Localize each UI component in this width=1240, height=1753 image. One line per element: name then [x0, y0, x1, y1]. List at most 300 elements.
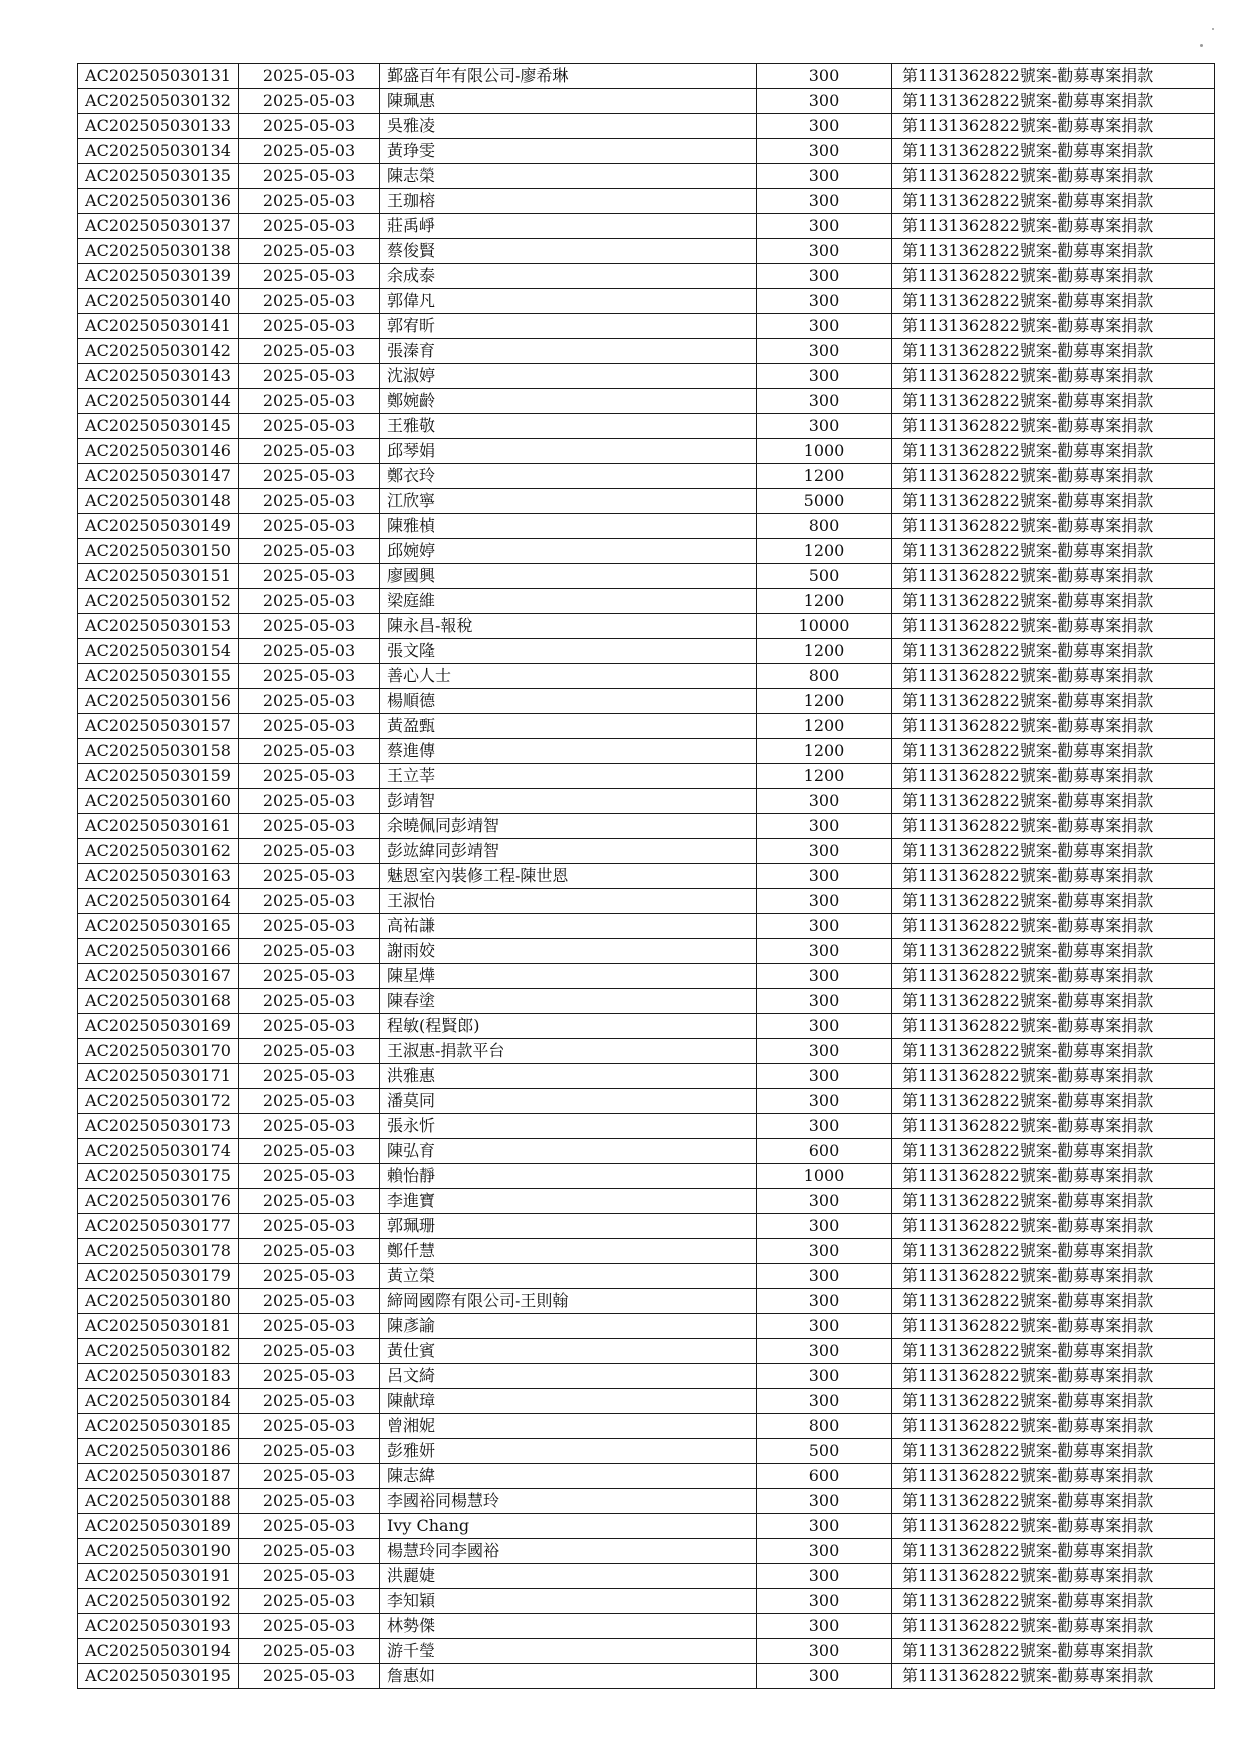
table-row: [78, 1339, 1215, 1364]
purpose-cell: 第1131362822號案-勸募專案捐款: [892, 1614, 1215, 1639]
table-row: [78, 1064, 1215, 1089]
amount-cell: 1000: [757, 1164, 892, 1189]
receipt-id-cell: AC202505030146: [78, 439, 239, 464]
amount-cell: 300: [757, 1014, 892, 1039]
amount-cell: 300: [757, 1264, 892, 1289]
donor-name-cell: 楊慧玲同李國裕: [380, 1539, 757, 1564]
date-cell: 2025-05-03: [239, 1539, 380, 1564]
date-cell: 2025-05-03: [239, 364, 380, 389]
date-cell: 2025-05-03: [239, 1364, 380, 1389]
purpose-cell: 第1131362822號案-勸募專案捐款: [892, 1589, 1215, 1614]
donor-name-cell: 郭宥昕: [380, 314, 757, 339]
date-cell: 2025-05-03: [239, 714, 380, 739]
donor-name-cell: 郭珮珊: [380, 1214, 757, 1239]
date-cell: 2025-05-03: [239, 89, 380, 114]
table-row: [78, 1589, 1215, 1614]
receipt-id-cell: AC202505030158: [78, 739, 239, 764]
table-row: [78, 1664, 1215, 1689]
donor-name-cell: 李國裕同楊慧玲: [380, 1489, 757, 1514]
table-row: [78, 114, 1215, 139]
date-cell: 2025-05-03: [239, 1564, 380, 1589]
receipt-id-cell: AC202505030138: [78, 239, 239, 264]
date-cell: 2025-05-03: [239, 1164, 380, 1189]
receipt-id-cell: AC202505030169: [78, 1014, 239, 1039]
receipt-id-cell: AC202505030145: [78, 414, 239, 439]
date-cell: 2025-05-03: [239, 1064, 380, 1089]
receipt-id-cell: AC202505030164: [78, 889, 239, 914]
purpose-cell: 第1131362822號案-勸募專案捐款: [892, 839, 1215, 864]
donor-name-cell: 張文隆: [380, 639, 757, 664]
amount-cell: 300: [757, 1289, 892, 1314]
table-row: [78, 289, 1215, 314]
donor-name-cell: 余曉佩同彭靖智: [380, 814, 757, 839]
purpose-cell: 第1131362822號案-勸募專案捐款: [892, 439, 1215, 464]
donor-name-cell: 莊禹崢: [380, 214, 757, 239]
amount-cell: 1200: [757, 739, 892, 764]
amount-cell: 300: [757, 989, 892, 1014]
receipt-id-cell: AC202505030175: [78, 1164, 239, 1189]
table-row: [78, 589, 1215, 614]
purpose-cell: 第1131362822號案-勸募專案捐款: [892, 1539, 1215, 1564]
receipt-id-cell: AC202505030193: [78, 1614, 239, 1639]
table-row: [78, 714, 1215, 739]
date-cell: 2025-05-03: [239, 1614, 380, 1639]
amount-cell: 300: [757, 114, 892, 139]
purpose-cell: 第1131362822號案-勸募專案捐款: [892, 489, 1215, 514]
purpose-cell: 第1131362822號案-勸募專案捐款: [892, 1664, 1215, 1689]
amount-cell: 800: [757, 1414, 892, 1439]
date-cell: 2025-05-03: [239, 689, 380, 714]
purpose-cell: 第1131362822號案-勸募專案捐款: [892, 1189, 1215, 1214]
table-row: [78, 464, 1215, 489]
amount-cell: 300: [757, 789, 892, 814]
amount-cell: 1200: [757, 764, 892, 789]
amount-cell: 300: [757, 1564, 892, 1589]
donor-name-cell: 邱琴娟: [380, 439, 757, 464]
donor-name-cell: 謝雨姣: [380, 939, 757, 964]
donor-name-cell: 王珈榕: [380, 189, 757, 214]
table-row: [78, 139, 1215, 164]
purpose-cell: 第1131362822號案-勸募專案捐款: [892, 814, 1215, 839]
date-cell: 2025-05-03: [239, 839, 380, 864]
purpose-cell: 第1131362822號案-勸募專案捐款: [892, 914, 1215, 939]
amount-cell: 300: [757, 1514, 892, 1539]
purpose-cell: 第1131362822號案-勸募專案捐款: [892, 289, 1215, 314]
date-cell: 2025-05-03: [239, 514, 380, 539]
amount-cell: 300: [757, 1314, 892, 1339]
receipt-id-cell: AC202505030172: [78, 1089, 239, 1114]
receipt-id-cell: AC202505030152: [78, 589, 239, 614]
purpose-cell: 第1131362822號案-勸募專案捐款: [892, 689, 1215, 714]
amount-cell: 800: [757, 664, 892, 689]
receipt-id-cell: AC202505030147: [78, 464, 239, 489]
purpose-cell: 第1131362822號案-勸募專案捐款: [892, 164, 1215, 189]
amount-cell: 300: [757, 1039, 892, 1064]
receipt-id-cell: AC202505030179: [78, 1264, 239, 1289]
donor-name-cell: 鄭仟慧: [380, 1239, 757, 1264]
date-cell: 2025-05-03: [239, 1289, 380, 1314]
purpose-cell: 第1131362822號案-勸募專案捐款: [892, 514, 1215, 539]
amount-cell: 1200: [757, 539, 892, 564]
receipt-id-cell: AC202505030143: [78, 364, 239, 389]
table-row: [78, 1139, 1215, 1164]
table-row: [78, 864, 1215, 889]
receipt-id-cell: AC202505030167: [78, 964, 239, 989]
date-cell: 2025-05-03: [239, 1014, 380, 1039]
donor-name-cell: 李進寶: [380, 1189, 757, 1214]
receipt-id-cell: AC202505030180: [78, 1289, 239, 1314]
purpose-cell: 第1131362822號案-勸募專案捐款: [892, 939, 1215, 964]
purpose-cell: 第1131362822號案-勸募專案捐款: [892, 1364, 1215, 1389]
table-row: [78, 1439, 1215, 1464]
amount-cell: 300: [757, 964, 892, 989]
receipt-id-cell: AC202505030135: [78, 164, 239, 189]
purpose-cell: 第1131362822號案-勸募專案捐款: [892, 139, 1215, 164]
date-cell: 2025-05-03: [239, 1189, 380, 1214]
table-row: [78, 1039, 1215, 1064]
purpose-cell: 第1131362822號案-勸募專案捐款: [892, 614, 1215, 639]
table-row: [78, 564, 1215, 589]
donor-name-cell: Ivy Chang: [380, 1514, 757, 1539]
donor-name-cell: 鄞盛百年有限公司-廖希琳: [380, 64, 757, 89]
date-cell: 2025-05-03: [239, 914, 380, 939]
purpose-cell: 第1131362822號案-勸募專案捐款: [892, 1014, 1215, 1039]
receipt-id-cell: AC202505030137: [78, 214, 239, 239]
table-row: [78, 189, 1215, 214]
donor-name-cell: 王雅敬: [380, 414, 757, 439]
donor-name-cell: 詹惠如: [380, 1664, 757, 1689]
receipt-id-cell: AC202505030186: [78, 1439, 239, 1464]
purpose-cell: 第1131362822號案-勸募專案捐款: [892, 1114, 1215, 1139]
date-cell: 2025-05-03: [239, 814, 380, 839]
donor-name-cell: 陳雅楨: [380, 514, 757, 539]
purpose-cell: 第1131362822號案-勸募專案捐款: [892, 339, 1215, 364]
amount-cell: 300: [757, 1214, 892, 1239]
amount-cell: 600: [757, 1464, 892, 1489]
table-row: [78, 314, 1215, 339]
date-cell: 2025-05-03: [239, 464, 380, 489]
amount-cell: 300: [757, 239, 892, 264]
date-cell: 2025-05-03: [239, 564, 380, 589]
table-row: [78, 64, 1215, 89]
donor-name-cell: 陳志榮: [380, 164, 757, 189]
donor-name-cell: 黃琤雯: [380, 139, 757, 164]
amount-cell: 300: [757, 1239, 892, 1264]
receipt-id-cell: AC202505030159: [78, 764, 239, 789]
donor-name-cell: 李知穎: [380, 1589, 757, 1614]
donation-table: [77, 63, 1215, 1689]
donor-name-cell: 沈淑婷: [380, 364, 757, 389]
donor-name-cell: 魅恩室內裝修工程-陳世恩: [380, 864, 757, 889]
date-cell: 2025-05-03: [239, 114, 380, 139]
purpose-cell: 第1131362822號案-勸募專案捐款: [892, 564, 1215, 589]
amount-cell: 1200: [757, 464, 892, 489]
donor-name-cell: 吳雅凌: [380, 114, 757, 139]
amount-cell: 500: [757, 564, 892, 589]
donor-name-cell: 王淑惠-捐款平台: [380, 1039, 757, 1064]
date-cell: 2025-05-03: [239, 214, 380, 239]
purpose-cell: 第1131362822號案-勸募專案捐款: [892, 1464, 1215, 1489]
receipt-id-cell: AC202505030131: [78, 64, 239, 89]
receipt-id-cell: AC202505030149: [78, 514, 239, 539]
date-cell: 2025-05-03: [239, 339, 380, 364]
purpose-cell: 第1131362822號案-勸募專案捐款: [892, 64, 1215, 89]
donor-name-cell: 江欣寧: [380, 489, 757, 514]
donor-name-cell: 陳志緯: [380, 1464, 757, 1489]
date-cell: 2025-05-03: [239, 1089, 380, 1114]
date-cell: 2025-05-03: [239, 1214, 380, 1239]
purpose-cell: 第1131362822號案-勸募專案捐款: [892, 964, 1215, 989]
receipt-id-cell: AC202505030162: [78, 839, 239, 864]
purpose-cell: 第1131362822號案-勸募專案捐款: [892, 189, 1215, 214]
receipt-id-cell: AC202505030165: [78, 914, 239, 939]
date-cell: 2025-05-03: [239, 189, 380, 214]
date-cell: 2025-05-03: [239, 589, 380, 614]
receipt-id-cell: AC202505030185: [78, 1414, 239, 1439]
date-cell: 2025-05-03: [239, 964, 380, 989]
amount-cell: 300: [757, 1539, 892, 1564]
purpose-cell: 第1131362822號案-勸募專案捐款: [892, 214, 1215, 239]
purpose-cell: 第1131362822號案-勸募專案捐款: [892, 1064, 1215, 1089]
date-cell: 2025-05-03: [239, 889, 380, 914]
amount-cell: 300: [757, 414, 892, 439]
donor-name-cell: 林勢傑: [380, 1614, 757, 1639]
amount-cell: 300: [757, 64, 892, 89]
date-cell: 2025-05-03: [239, 1589, 380, 1614]
receipt-id-cell: AC202505030155: [78, 664, 239, 689]
purpose-cell: 第1131362822號案-勸募專案捐款: [892, 414, 1215, 439]
purpose-cell: 第1131362822號案-勸募專案捐款: [892, 1164, 1215, 1189]
table-row: [78, 889, 1215, 914]
amount-cell: 10000: [757, 614, 892, 639]
receipt-id-cell: AC202505030132: [78, 89, 239, 114]
date-cell: 2025-05-03: [239, 864, 380, 889]
date-cell: 2025-05-03: [239, 1389, 380, 1414]
date-cell: 2025-05-03: [239, 414, 380, 439]
date-cell: 2025-05-03: [239, 664, 380, 689]
receipt-id-cell: AC202505030142: [78, 339, 239, 364]
amount-cell: 300: [757, 914, 892, 939]
receipt-id-cell: AC202505030161: [78, 814, 239, 839]
purpose-cell: 第1131362822號案-勸募專案捐款: [892, 314, 1215, 339]
donor-name-cell: 呂文綺: [380, 1364, 757, 1389]
amount-cell: 300: [757, 1114, 892, 1139]
table-row: [78, 1639, 1215, 1664]
table-row: [78, 1089, 1215, 1114]
donor-name-cell: 彭竑緯同彭靖智: [380, 839, 757, 864]
table-row: [78, 1464, 1215, 1489]
purpose-cell: 第1131362822號案-勸募專案捐款: [892, 1039, 1215, 1064]
table-row: [78, 1264, 1215, 1289]
date-cell: 2025-05-03: [239, 739, 380, 764]
date-cell: 2025-05-03: [239, 1114, 380, 1139]
purpose-cell: 第1131362822號案-勸募專案捐款: [892, 889, 1215, 914]
table-row: [78, 914, 1215, 939]
donor-name-cell: 王淑怡: [380, 889, 757, 914]
table-row: [78, 1564, 1215, 1589]
amount-cell: 300: [757, 1589, 892, 1614]
donor-name-cell: 陳弘育: [380, 1139, 757, 1164]
receipt-id-cell: AC202505030187: [78, 1464, 239, 1489]
amount-cell: 300: [757, 264, 892, 289]
amount-cell: 300: [757, 389, 892, 414]
receipt-id-cell: AC202505030139: [78, 264, 239, 289]
table-row: [78, 264, 1215, 289]
amount-cell: 1000: [757, 439, 892, 464]
table-row: [78, 1314, 1215, 1339]
purpose-cell: 第1131362822號案-勸募專案捐款: [892, 539, 1215, 564]
date-cell: 2025-05-03: [239, 1314, 380, 1339]
table-row: [78, 839, 1215, 864]
amount-cell: 300: [757, 1064, 892, 1089]
date-cell: 2025-05-03: [239, 289, 380, 314]
amount-cell: 300: [757, 1089, 892, 1114]
table-row: [78, 764, 1215, 789]
donor-name-cell: 洪雅惠: [380, 1064, 757, 1089]
donor-name-cell: 游千瑩: [380, 1639, 757, 1664]
receipt-id-cell: AC202505030190: [78, 1539, 239, 1564]
table-row: [78, 439, 1215, 464]
table-row: [78, 489, 1215, 514]
donor-name-cell: 高祐謙: [380, 914, 757, 939]
donor-name-cell: 鄭婉齡: [380, 389, 757, 414]
date-cell: 2025-05-03: [239, 1664, 380, 1689]
amount-cell: 300: [757, 1639, 892, 1664]
amount-cell: 5000: [757, 489, 892, 514]
table-row: [78, 89, 1215, 114]
date-cell: 2025-05-03: [239, 1414, 380, 1439]
amount-cell: 1200: [757, 714, 892, 739]
amount-cell: 800: [757, 514, 892, 539]
purpose-cell: 第1131362822號案-勸募專案捐款: [892, 589, 1215, 614]
date-cell: 2025-05-03: [239, 64, 380, 89]
table-row: [78, 1514, 1215, 1539]
table-row: [78, 1214, 1215, 1239]
receipt-id-cell: AC202505030183: [78, 1364, 239, 1389]
donor-name-cell: 廖國興: [380, 564, 757, 589]
purpose-cell: 第1131362822號案-勸募專案捐款: [892, 364, 1215, 389]
purpose-cell: 第1131362822號案-勸募專案捐款: [892, 1264, 1215, 1289]
donor-name-cell: 郭偉凡: [380, 289, 757, 314]
receipt-id-cell: AC202505030191: [78, 1564, 239, 1589]
amount-cell: 300: [757, 889, 892, 914]
amount-cell: 300: [757, 1614, 892, 1639]
purpose-cell: 第1131362822號案-勸募專案捐款: [892, 864, 1215, 889]
amount-cell: 300: [757, 939, 892, 964]
donation-table-container: [77, 63, 1192, 1689]
donor-name-cell: 陳献璋: [380, 1389, 757, 1414]
purpose-cell: 第1131362822號案-勸募專案捐款: [892, 1639, 1215, 1664]
purpose-cell: 第1131362822號案-勸募專案捐款: [892, 739, 1215, 764]
table-row: [78, 164, 1215, 189]
purpose-cell: 第1131362822號案-勸募專案捐款: [892, 1314, 1215, 1339]
table-row: [78, 1389, 1215, 1414]
amount-cell: 1200: [757, 589, 892, 614]
table-row: [78, 539, 1215, 564]
donor-name-cell: 黃盈甄: [380, 714, 757, 739]
donor-name-cell: 黃仕賓: [380, 1339, 757, 1364]
amount-cell: 300: [757, 189, 892, 214]
scan-speck: [1200, 44, 1203, 47]
donor-name-cell: 彭靖智: [380, 789, 757, 814]
table-row: [78, 1014, 1215, 1039]
purpose-cell: 第1131362822號案-勸募專案捐款: [892, 1214, 1215, 1239]
amount-cell: 300: [757, 1339, 892, 1364]
donor-name-cell: 梁庭維: [380, 589, 757, 614]
table-row: [78, 364, 1215, 389]
amount-cell: 300: [757, 364, 892, 389]
date-cell: 2025-05-03: [239, 314, 380, 339]
receipt-id-cell: AC202505030160: [78, 789, 239, 814]
purpose-cell: 第1131362822號案-勸募專案捐款: [892, 1139, 1215, 1164]
purpose-cell: 第1131362822號案-勸募專案捐款: [892, 114, 1215, 139]
date-cell: 2025-05-03: [239, 389, 380, 414]
purpose-cell: 第1131362822號案-勸募專案捐款: [892, 1339, 1215, 1364]
purpose-cell: 第1131362822號案-勸募專案捐款: [892, 1089, 1215, 1114]
table-row: [78, 1114, 1215, 1139]
amount-cell: 300: [757, 839, 892, 864]
receipt-id-cell: AC202505030154: [78, 639, 239, 664]
receipt-id-cell: AC202505030178: [78, 1239, 239, 1264]
amount-cell: 300: [757, 1664, 892, 1689]
table-row: [78, 1614, 1215, 1639]
purpose-cell: 第1131362822號案-勸募專案捐款: [892, 989, 1215, 1014]
table-row: [78, 1539, 1215, 1564]
purpose-cell: 第1131362822號案-勸募專案捐款: [892, 1389, 1215, 1414]
table-row: [78, 1489, 1215, 1514]
purpose-cell: 第1131362822號案-勸募專案捐款: [892, 1414, 1215, 1439]
purpose-cell: 第1131362822號案-勸募專案捐款: [892, 1564, 1215, 1589]
donor-name-cell: 陳春塗: [380, 989, 757, 1014]
purpose-cell: 第1131362822號案-勸募專案捐款: [892, 789, 1215, 814]
donor-name-cell: 蔡進傳: [380, 739, 757, 764]
donor-name-cell: 陳彥諭: [380, 1314, 757, 1339]
donor-name-cell: 曾湘妮: [380, 1414, 757, 1439]
amount-cell: 300: [757, 1364, 892, 1389]
receipt-id-cell: AC202505030153: [78, 614, 239, 639]
date-cell: 2025-05-03: [239, 239, 380, 264]
donor-name-cell: 陳珮惠: [380, 89, 757, 114]
table-row: [78, 939, 1215, 964]
purpose-cell: 第1131362822號案-勸募專案捐款: [892, 764, 1215, 789]
donor-name-cell: 張溱育: [380, 339, 757, 364]
table-row: [78, 214, 1215, 239]
table-row: [78, 814, 1215, 839]
receipt-id-cell: AC202505030157: [78, 714, 239, 739]
receipt-id-cell: AC202505030171: [78, 1064, 239, 1089]
date-cell: 2025-05-03: [239, 1639, 380, 1664]
table-row: [78, 1164, 1215, 1189]
donor-name-cell: 締岡國際有限公司-王則翰: [380, 1289, 757, 1314]
amount-cell: 500: [757, 1439, 892, 1464]
scan-speck: [1212, 28, 1214, 30]
receipt-id-cell: AC202505030163: [78, 864, 239, 889]
date-cell: 2025-05-03: [239, 764, 380, 789]
purpose-cell: 第1131362822號案-勸募專案捐款: [892, 1489, 1215, 1514]
receipt-id-cell: AC202505030174: [78, 1139, 239, 1164]
purpose-cell: 第1131362822號案-勸募專案捐款: [892, 89, 1215, 114]
table-row: [78, 1364, 1215, 1389]
donor-name-cell: 洪麗婕: [380, 1564, 757, 1589]
amount-cell: 300: [757, 214, 892, 239]
purpose-cell: 第1131362822號案-勸募專案捐款: [892, 1514, 1215, 1539]
purpose-cell: 第1131362822號案-勸募專案捐款: [892, 239, 1215, 264]
date-cell: 2025-05-03: [239, 1239, 380, 1264]
receipt-id-cell: AC202505030184: [78, 1389, 239, 1414]
donor-name-cell: 邱婉婷: [380, 539, 757, 564]
amount-cell: 300: [757, 89, 892, 114]
table-row: [78, 1414, 1215, 1439]
